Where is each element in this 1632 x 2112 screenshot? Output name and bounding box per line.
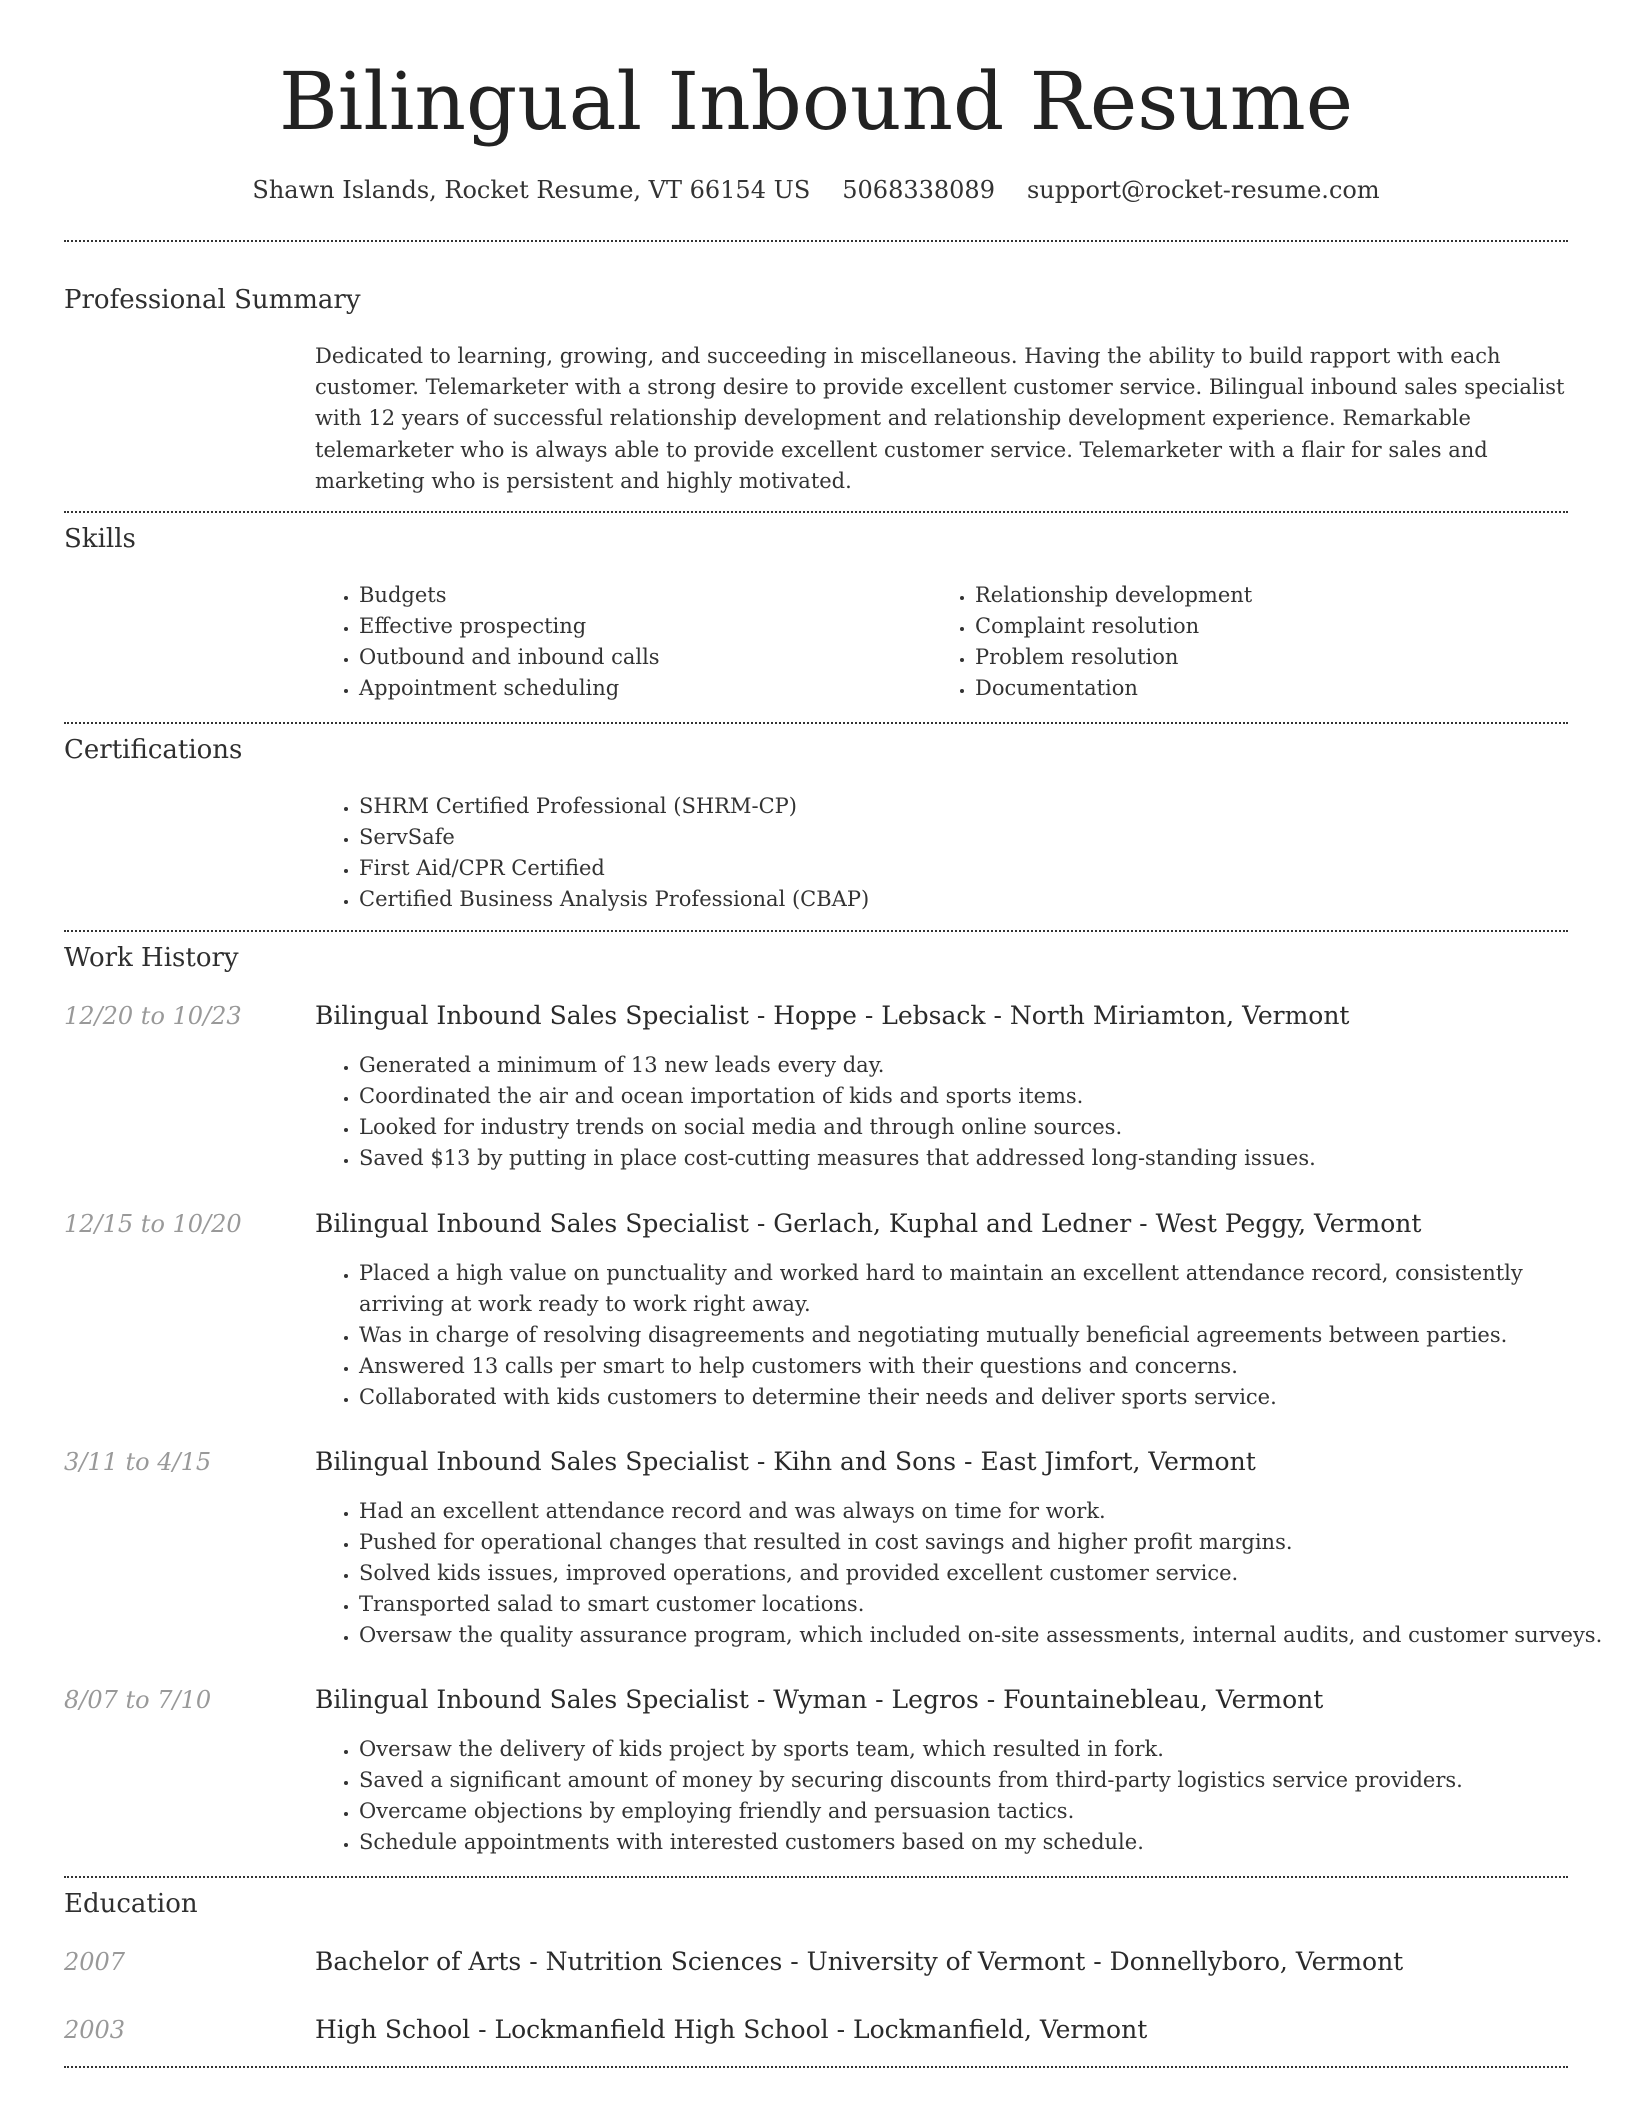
contact-address: Shawn Islands, Rocket Resume, VT 66154 US bbox=[252, 176, 811, 204]
job-dates: 8/07 to 7/10 bbox=[64, 1686, 212, 1714]
job-title: Bilingual Inbound Sales Specialist - Gerlach, Kuphal and Ledner - West Peggy, Vermont bbox=[315, 1209, 1422, 1238]
education-heading: Education bbox=[64, 1889, 198, 1919]
divider bbox=[64, 2066, 1568, 2068]
job-title: Bilingual Inbound Sales Specialist - Hoppe - Lebsack - North Miriamton, Vermont bbox=[315, 1001, 1350, 1030]
job-bullet: • Placed a high value on punctuality and worked hard to maintain an excellent attendance record, consistently arriving at work ready to work right away. bbox=[359, 1258, 1609, 1320]
job-dates: 12/20 to 10/23 bbox=[64, 1002, 242, 1030]
job-title: Bilingual Inbound Sales Specialist - Wyman - Legros - Fountainebleau, Vermont bbox=[315, 1685, 1324, 1714]
skill-item: • Complaint resolution bbox=[975, 611, 1535, 642]
skill-item: • Appointment scheduling bbox=[359, 673, 919, 704]
certifications-heading: Certifications bbox=[64, 735, 243, 765]
contact-email: support@rocket-resume.com bbox=[1026, 176, 1380, 204]
job-bullet: • Saved a significant amount of money by securing discounts from third-party logistics service providers. bbox=[359, 1765, 1609, 1796]
job-bullet: • Overcame objections by employing friendly and persuasion tactics. bbox=[359, 1796, 1609, 1827]
resume-page bbox=[64, 0, 1603, 2112]
skill-item: • Effective prospecting bbox=[359, 611, 919, 642]
job-bullet: • Generated a minimum of 13 new leads every day. bbox=[359, 1050, 1609, 1081]
summary-heading: Professional Summary bbox=[64, 285, 361, 315]
skill-item: • Problem resolution bbox=[975, 642, 1535, 673]
job-bullet: • Had an excellent attendance record and was always on time for work. bbox=[359, 1496, 1609, 1527]
job-bullet: • Oversaw the delivery of kids project by sports team, which resulted in fork. bbox=[359, 1734, 1609, 1765]
resume-title: Bilingual Inbound Resume bbox=[278, 55, 1354, 148]
summary-text: Dedicated to learning, growing, and succeeding in miscellaneous. Having the ability to build rapport with each customer. Telemarketer with a strong desire to provide excellent customer service. Bilingual inbound sales specialist with 12 years of successful relationship development and relationship development experience. Remarkable telemarketer who is always able to provide excellent customer service. Telemarketer with a flair for sales and marketing who is persistent and highly motivated. bbox=[315, 344, 1565, 493]
certification-item: • SHRM Certified Professional (SHRM-CP) bbox=[359, 791, 1559, 822]
job-bullet: • Collaborated with kids customers to determine their needs and deliver sports service. bbox=[359, 1382, 1609, 1413]
job-bullet: • Schedule appointments with interested customers based on my schedule. bbox=[359, 1827, 1609, 1858]
skills-list-col2 bbox=[931, 580, 1535, 704]
job-dates: 3/11 to 4/15 bbox=[64, 1448, 212, 1476]
job-bullet: • Coordinated the air and ocean importation of kids and sports items. bbox=[359, 1081, 1609, 1112]
divider bbox=[64, 1876, 1568, 1878]
certification-item: • Certified Business Analysis Professional (CBAP) bbox=[359, 884, 1559, 915]
education-year: 2007 bbox=[64, 1948, 126, 1976]
job-dates: 12/15 to 10/20 bbox=[64, 1210, 242, 1238]
certifications-list bbox=[315, 791, 1559, 915]
certification-item: • First Aid/CPR Certified bbox=[359, 853, 1559, 884]
job-bullet: • Transported salad to smart customer locations. bbox=[359, 1589, 1609, 1620]
job-bullet: • Was in charge of resolving disagreements and negotiating mutually beneficial agreements between parties. bbox=[359, 1320, 1609, 1351]
contact-line bbox=[64, 170, 1568, 210]
job-bullets bbox=[315, 1496, 1609, 1651]
education-year: 2003 bbox=[64, 2016, 126, 2044]
skills-heading: Skills bbox=[64, 524, 136, 554]
job-bullet: • Looked for industry trends on social media and through online sources. bbox=[359, 1112, 1609, 1143]
job-bullet: • Saved $13 by putting in place cost-cutting measures that addressed long-standing issues. bbox=[359, 1143, 1609, 1174]
certification-item: • ServSafe bbox=[359, 822, 1559, 853]
job-bullet: • Pushed for operational changes that resulted in cost savings and higher profit margins. bbox=[359, 1527, 1609, 1558]
job-bullet: • Solved kids issues, improved operations, and provided excellent customer service. bbox=[359, 1558, 1609, 1589]
job-bullet: • Answered 13 calls per smart to help customers with their questions and concerns. bbox=[359, 1351, 1609, 1382]
work-history-heading: Work History bbox=[64, 943, 239, 973]
divider bbox=[64, 240, 1568, 242]
divider bbox=[64, 511, 1568, 513]
job-title: Bilingual Inbound Sales Specialist - Kihn and Sons - East Jimfort, Vermont bbox=[315, 1447, 1256, 1476]
job-bullets bbox=[315, 1258, 1609, 1413]
education-entry: High School - Lockmanfield High School - Lockmanfield, Vermont bbox=[315, 2015, 1148, 2044]
skill-item: • Relationship development bbox=[975, 580, 1535, 611]
job-bullets bbox=[315, 1734, 1609, 1858]
divider bbox=[64, 930, 1568, 932]
divider bbox=[64, 722, 1568, 724]
skills-list-col1 bbox=[315, 580, 919, 704]
skill-item: • Documentation bbox=[975, 673, 1535, 704]
education-entry: Bachelor of Arts - Nutrition Sciences - University of Vermont - Donnellyboro, Vermont bbox=[315, 1947, 1404, 1976]
contact-phone: 5068338089 bbox=[842, 176, 995, 204]
job-bullets bbox=[315, 1050, 1609, 1174]
job-bullet: • Oversaw the quality assurance program, which included on-site assessments, internal audits, and customer surveys. bbox=[359, 1620, 1609, 1651]
skill-item: • Outbound and inbound calls bbox=[359, 642, 919, 673]
skill-item: • Budgets bbox=[359, 580, 919, 611]
